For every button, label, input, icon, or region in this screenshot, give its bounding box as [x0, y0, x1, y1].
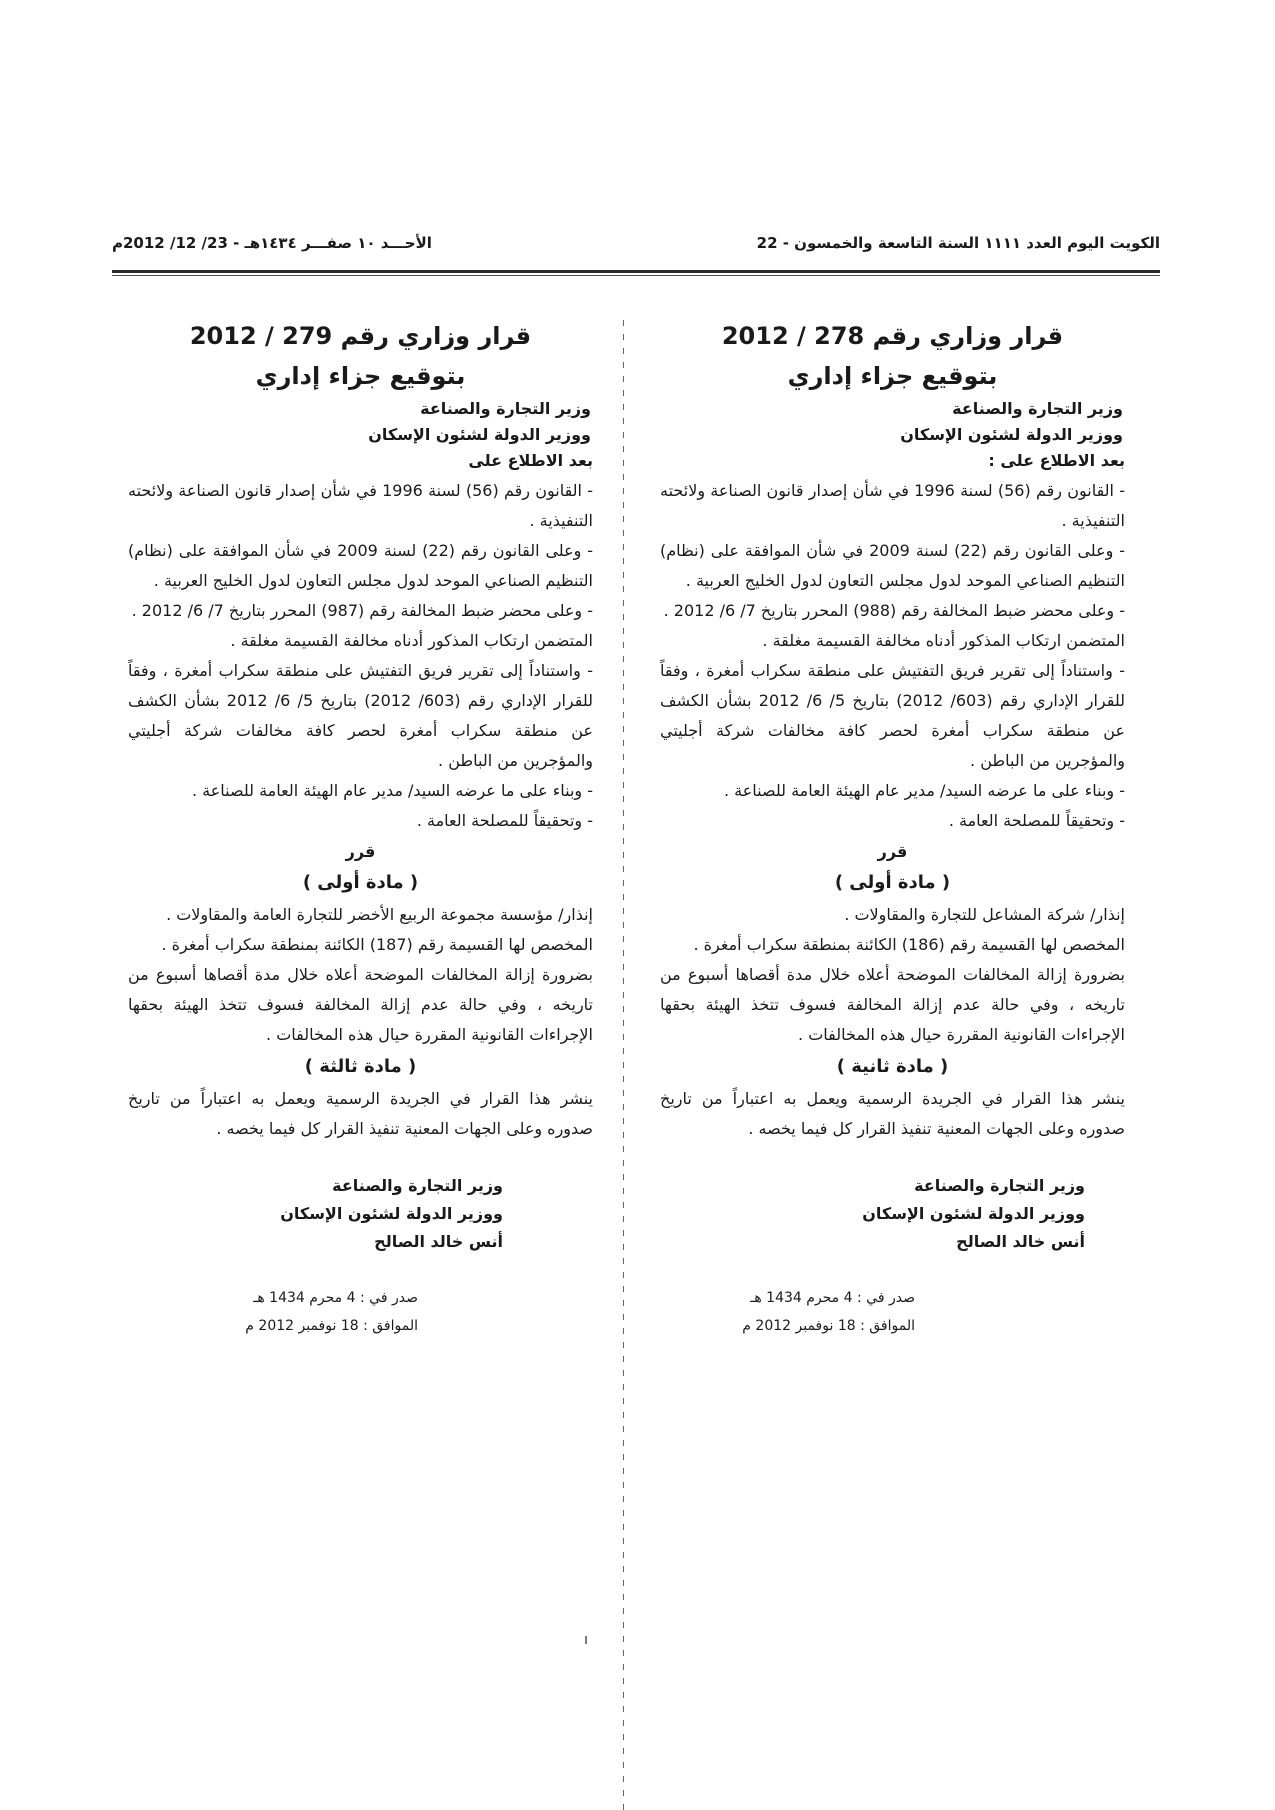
signatory-name: أنس خالد الصالح	[956, 1232, 1085, 1251]
issue-date-block	[128, 1284, 418, 1340]
issue-date-gregorian: الموافق : 18 نوفمبر 2012 م	[245, 1318, 418, 1334]
after-review-heading: بعد الاطلاع على	[468, 451, 593, 470]
decree-subtitle: بتوقيع جزاء إداري	[255, 362, 466, 390]
article-paragraph: المخصص لها القسيمة رقم (187) الكائنة بمنطقة سكراب أمغرة .	[161, 935, 593, 954]
article-paragraph: إنذار/ مؤسسة مجموعة الربيع الأخضر للتجارة العامة والمقاولات .	[166, 905, 593, 924]
page-header	[112, 228, 1160, 260]
decided-heading: قرر	[877, 842, 908, 861]
preamble-paragraph: - وعلى محضر ضبط المخالفة رقم (987) المحرر بتاريخ 7/ 6/ 2012 .	[131, 601, 593, 620]
decree-title: قرار وزاري رقم 278 / 2012	[721, 322, 1064, 350]
issue-date-hijri: صدر في : 4 محرم 1434 هـ	[750, 1290, 915, 1306]
header-rule	[112, 270, 1160, 273]
preamble-paragraph: - وعلى القانون رقم (22) لسنة 2009 في شأن الموافقة على (نظام) التنظيم الصناعي الموحد لدول مجلس التعاون لدول الخليج العربية .	[128, 541, 594, 590]
signatory-name: أنس خالد الصالح	[374, 1232, 503, 1251]
preamble-paragraph: - واستناداً إلى تقرير فريق التفتيش على منطقة سكراب أمغرة ، وفقاً للقرار الإداري رقم (603/ 2012) بتاريخ 5/ 6/ 2012 بشأن الكشف عن منطقة سكراب أمغرة لحصر كافة مخالفات شركة أجليتي والمؤجرين من الباطن .	[128, 661, 593, 770]
decree-278-column	[660, 318, 1125, 1340]
preamble-paragraph: المتضمن ارتكاب المذكور أدناه مخالفة القسيمة مغلقة .	[762, 631, 1125, 650]
after-review-heading: بعد الاطلاع على :	[988, 451, 1125, 470]
signature-line: ووزير الدولة لشئون الإسكان	[280, 1204, 503, 1223]
preamble-paragraph: - واستناداً إلى تقرير فريق التفتيش على منطقة سكراب أمغرة ، وفقاً للقرار الإداري رقم (603/ 2012) بتاريخ 5/ 6/ 2012 بشأن الكشف عن منطقة سكراب أمغرة لحصر كافة مخالفات شركة أجليتي والمؤجرين من الباطن .	[660, 661, 1125, 770]
preamble-paragraph: - وتحقيقاً للمصلحة العامة .	[416, 811, 593, 830]
header-issue-info: الكويت اليوم العدد ١١١١ السنة التاسعة والخمسون - 22	[756, 234, 1160, 252]
header-rule-thin	[112, 275, 1160, 276]
article-paragraph: ينشر هذا القرار في الجريدة الرسمية ويعمل به اعتباراً من تاريخ صدوره وعلى الجهات المعنية تنفيذ القرار كل فيما يخصه .	[660, 1089, 1125, 1138]
article-heading: ( مادة ثالثة )	[304, 1056, 417, 1077]
signature-line: ووزير الدولة لشئون الإسكان	[862, 1204, 1085, 1223]
signature-block	[128, 1172, 503, 1256]
preamble-paragraph: - القانون رقم (56) لسنة 1996 في شأن إصدار قانون الصناعة ولائحته التنفيذية .	[660, 481, 1126, 530]
article-paragraph: إنذار/ شركة المشاعل للتجارة والمقاولات .	[844, 905, 1125, 924]
signature-block	[660, 1172, 1085, 1256]
preamble-paragraph: - وبناء على ما عرضه السيد/ مدير عام الهيئة العامة للصناعة .	[191, 781, 593, 800]
article-heading: ( مادة أولى )	[834, 872, 951, 893]
article-paragraph: بضرورة إزالة المخالفات الموضحة أعلاه خلال مدة أقصاها أسبوع من تاريخه ، وفي حالة عدم إزالة المخالفة فسوف تتخذ الهيئة بحقها الإجراءات القانونية المقررة حيال هذه المخالفات .	[128, 965, 593, 1044]
preamble-paragraph: - وعلى القانون رقم (22) لسنة 2009 في شأن الموافقة على (نظام) التنظيم الصناعي الموحد لدول مجلس التعاون لدول الخليج العربية .	[660, 541, 1126, 590]
issuer-line: وزير التجارة والصناعة	[420, 399, 591, 418]
signature-line: وزير التجارة والصناعة	[332, 1176, 503, 1195]
article-heading: ( مادة ثانية )	[836, 1056, 949, 1077]
preamble-paragraph: - وعلى محضر ضبط المخالفة رقم (988) المحرر بتاريخ 7/ 6/ 2012 .	[663, 601, 1125, 620]
decree-279-column	[128, 318, 593, 1340]
article-paragraph: المخصص لها القسيمة رقم (186) الكائنة بمنطقة سكراب أمغرة .	[693, 935, 1125, 954]
preamble-paragraph: - وتحقيقاً للمصلحة العامة .	[948, 811, 1125, 830]
preamble-paragraph: - القانون رقم (56) لسنة 1996 في شأن إصدار قانون الصناعة ولائحته التنفيذية .	[128, 481, 594, 530]
article-heading: ( مادة أولى )	[302, 872, 419, 893]
issuer-line: وزير التجارة والصناعة	[952, 399, 1123, 418]
decree-subtitle: بتوقيع جزاء إداري	[787, 362, 998, 390]
header-date: الأحـــد ١٠ صفـــر ١٤٣٤هـ - 23/ 12/ 2012م	[112, 234, 432, 252]
preamble-paragraph: المتضمن ارتكاب المذكور أدناه مخالفة القسيمة مغلقة .	[230, 631, 593, 650]
decree-title: قرار وزاري رقم 279 / 2012	[189, 322, 532, 350]
issue-date-block	[660, 1284, 915, 1340]
article-paragraph: ينشر هذا القرار في الجريدة الرسمية ويعمل به اعتباراً من تاريخ صدوره وعلى الجهات المعنية تنفيذ القرار كل فيما يخصه .	[128, 1089, 593, 1138]
issue-date-hijri: صدر في : 4 محرم 1434 هـ	[253, 1290, 418, 1306]
column-divider	[623, 320, 624, 1810]
issuer-line: ووزير الدولة لشئون الإسكان	[368, 425, 591, 444]
decided-heading: قرر	[345, 842, 376, 861]
preamble-paragraph: - وبناء على ما عرضه السيد/ مدير عام الهيئة العامة للصناعة .	[723, 781, 1125, 800]
issuer-line: ووزير الدولة لشئون الإسكان	[900, 425, 1123, 444]
issue-date-gregorian: الموافق : 18 نوفمبر 2012 م	[742, 1318, 915, 1334]
scan-mark	[585, 1636, 587, 1644]
signature-line: وزير التجارة والصناعة	[914, 1176, 1085, 1195]
article-paragraph: بضرورة إزالة المخالفات الموضحة أعلاه خلال مدة أقصاها أسبوع من تاريخه ، وفي حالة عدم إزالة المخالفة فسوف تتخذ الهيئة بحقها الإجراءات القانونية المقررة حيال هذه المخالفات .	[660, 965, 1125, 1044]
